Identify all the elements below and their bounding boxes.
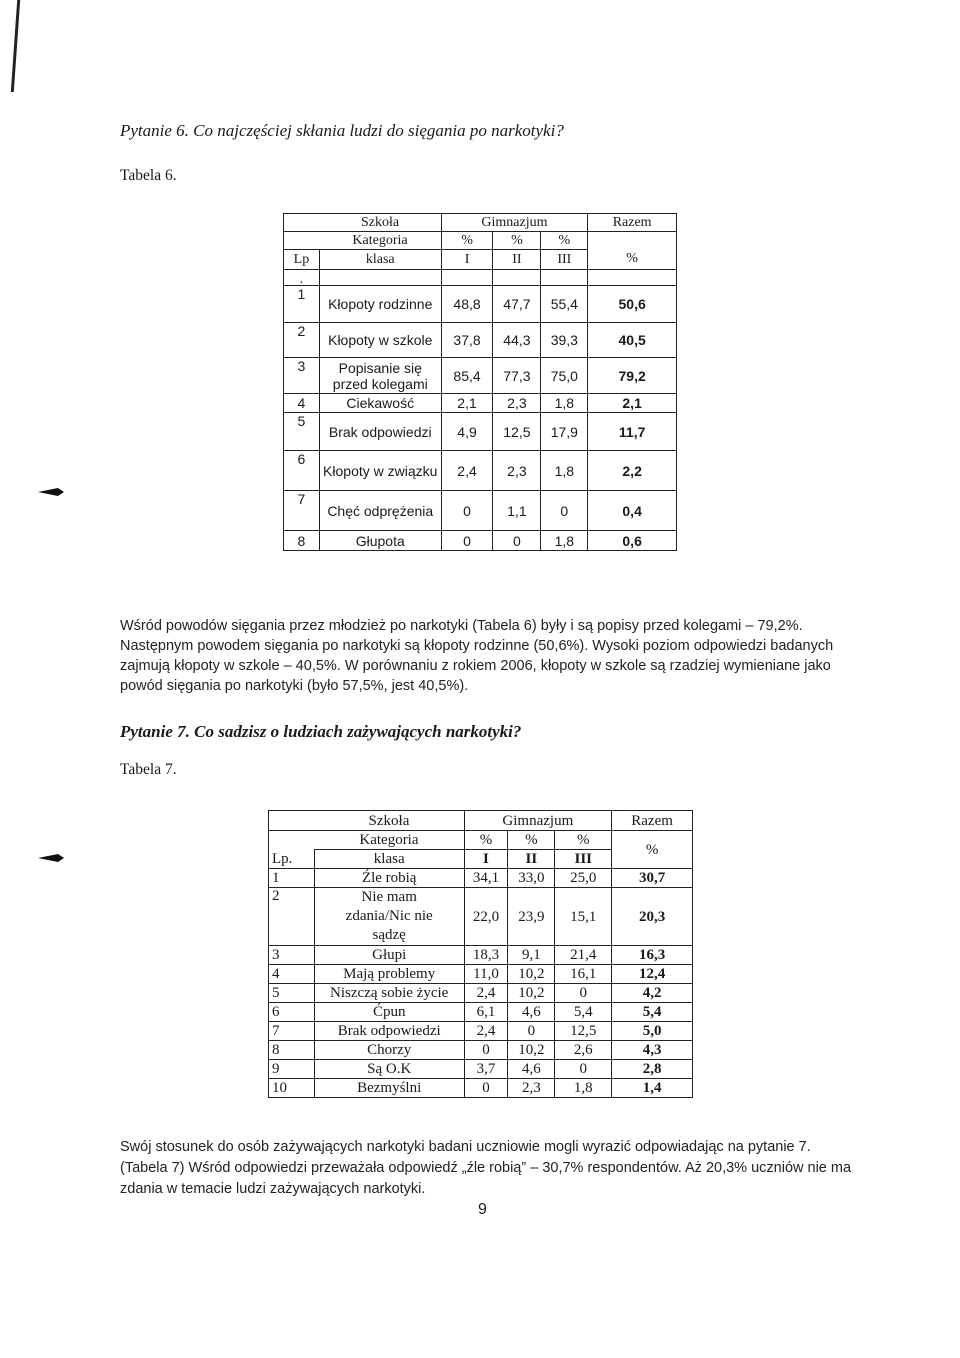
cell-lp: 1 xyxy=(269,869,315,888)
cell-class-3: 5,4 xyxy=(555,1003,612,1022)
cell-class-2: 10,2 xyxy=(508,1041,555,1060)
cell-total: 4,2 xyxy=(612,984,693,1003)
cell-class-3: 1,8 xyxy=(541,394,588,413)
header-pct: % xyxy=(541,232,588,250)
cell-class-1: 6,1 xyxy=(464,1003,508,1022)
table-row xyxy=(284,358,677,394)
cell-total: 0,6 xyxy=(588,531,677,551)
header-class-2: II xyxy=(508,850,555,869)
cell-class-1: 2,4 xyxy=(441,451,493,491)
table-row xyxy=(269,888,693,946)
paragraph-2: Swój stosunek do osób zażywających narkotyki badani uczniowie mogli wyrazić odpowiadając na pytanie 7. (Tabela 7) Wśród odpowiedzi przeważała odpowiedź „źle robią” – 30,7% respondentów. Aż 20,3% uczniów nie ma zdania w temacie ludzi zażywających narkotyki. xyxy=(120,1139,852,1197)
header-razem: Razem xyxy=(588,214,677,232)
cell-class-3: 0 xyxy=(541,491,588,531)
cell-lp: 7 xyxy=(284,491,320,531)
cell-lp: 3 xyxy=(284,358,320,394)
cell-category: Ćpun xyxy=(314,1003,464,1022)
header-pct: % xyxy=(441,232,493,250)
cell-category: Mają problemy xyxy=(314,965,464,984)
cell-lp: 4 xyxy=(269,965,315,984)
cell-lp: 8 xyxy=(269,1041,315,1060)
cell-class-3: 1,8 xyxy=(555,1079,612,1098)
cell-class-2: 1,1 xyxy=(493,491,541,531)
table-7 xyxy=(268,810,693,1098)
cell-class-1: 22,0 xyxy=(464,888,508,946)
table-row xyxy=(269,1022,693,1041)
cell-class-3: 0 xyxy=(555,1060,612,1079)
arrow-mark-icon xyxy=(36,486,66,498)
table-row xyxy=(269,1041,693,1060)
cell-category: Niszczą sobie życie xyxy=(314,984,464,1003)
cell-class-1: 37,8 xyxy=(441,323,493,358)
cell-category: Kłopoty w szkole xyxy=(319,323,441,358)
header-szkola: Szkoła xyxy=(314,811,464,831)
cell-class-3: 25,0 xyxy=(555,869,612,888)
cell-lp: 5 xyxy=(269,984,315,1003)
cell-class-2: 2,3 xyxy=(493,451,541,491)
question-7-heading: Pytanie 7. Co sadzisz o ludziach zażywających narkotyki? xyxy=(120,722,522,741)
cell-class-3: 15,1 xyxy=(555,888,612,946)
cell-class-2: 2,3 xyxy=(493,394,541,413)
cell-lp: 1 xyxy=(284,286,320,323)
header-pct: % xyxy=(555,831,612,850)
cell-total: 0,4 xyxy=(588,491,677,531)
cell-total: 16,3 xyxy=(612,946,693,965)
header-pct: % xyxy=(612,831,693,869)
cell-lp: 8 xyxy=(284,531,320,551)
cell-total: 40,5 xyxy=(588,323,677,358)
cell-class-2: 4,6 xyxy=(508,1003,555,1022)
table-row xyxy=(269,946,693,965)
table-row xyxy=(269,965,693,984)
cell-class-1: 34,1 xyxy=(464,869,508,888)
cell-category: Brak odpowiedzi xyxy=(319,413,441,451)
cell-class-2: 4,6 xyxy=(508,1060,555,1079)
cell-total: 5,0 xyxy=(612,1022,693,1041)
header-lp: Lp. xyxy=(269,850,315,869)
header-razem: Razem xyxy=(612,811,693,831)
cell-class-1: 4,9 xyxy=(441,413,493,451)
table-row xyxy=(284,286,677,323)
cell-lp: 10 xyxy=(269,1079,315,1098)
cell-category: Chorzy xyxy=(314,1041,464,1060)
cell-class-1: 3,7 xyxy=(464,1060,508,1079)
cell-class-3: 21,4 xyxy=(555,946,612,965)
cell-class-1: 11,0 xyxy=(464,965,508,984)
header-pct: % xyxy=(508,831,555,850)
cell-class-3: 39,3 xyxy=(541,323,588,358)
cell-category: Chęć odprężenia xyxy=(319,491,441,531)
cell-category: Popisanie się przed kolegami xyxy=(319,358,441,394)
cell-category: Brak odpowiedzi xyxy=(314,1022,464,1041)
cell-total: 1,4 xyxy=(612,1079,693,1098)
table-row xyxy=(269,869,693,888)
cell-category: Nie mam zdania/Nic nie sądzę xyxy=(314,888,464,946)
table-6-caption: Tabela 6. xyxy=(120,167,177,184)
cell-total: 20,3 xyxy=(612,888,693,946)
table-row xyxy=(284,531,677,551)
table-row xyxy=(269,1003,693,1022)
cell-class-1: 2,4 xyxy=(464,1022,508,1041)
cell-class-2: 12,5 xyxy=(493,413,541,451)
header-lp: Lp xyxy=(284,250,320,270)
cell-class-3: 16,1 xyxy=(555,965,612,984)
cell-class-2: 10,2 xyxy=(508,984,555,1003)
cell-total: 79,2 xyxy=(588,358,677,394)
cell-class-2: 77,3 xyxy=(493,358,541,394)
cell-class-2: 47,7 xyxy=(493,286,541,323)
cell-total: 30,7 xyxy=(612,869,693,888)
cell-lp: 2 xyxy=(284,323,320,358)
cell-class-2: 0 xyxy=(493,531,541,551)
cell-lp: 7 xyxy=(269,1022,315,1041)
cell-total: 11,7 xyxy=(588,413,677,451)
cell-category: Bezmyślni xyxy=(314,1079,464,1098)
scan-edge-line xyxy=(11,0,20,92)
table-row xyxy=(284,413,677,451)
header-class-1: I xyxy=(464,850,508,869)
cell-lp: 9 xyxy=(269,1060,315,1079)
header-gimnazjum: Gimnazjum xyxy=(441,214,588,232)
cell-class-2: 33,0 xyxy=(508,869,555,888)
cell-class-3: 12,5 xyxy=(555,1022,612,1041)
header-kategoria: Kategoria xyxy=(314,831,464,850)
header-class-3: III xyxy=(555,850,612,869)
cell-class-1: 48,8 xyxy=(441,286,493,323)
table-row xyxy=(269,1079,693,1098)
cell-class-3: 2,6 xyxy=(555,1041,612,1060)
cell-class-1: 0 xyxy=(441,491,493,531)
cell-class-2: 44,3 xyxy=(493,323,541,358)
cell-lp: 6 xyxy=(284,451,320,491)
cell-total: 2,1 xyxy=(588,394,677,413)
cell-class-1: 0 xyxy=(464,1079,508,1098)
cell-lp: 6 xyxy=(269,1003,315,1022)
cell-total: 4,3 xyxy=(612,1041,693,1060)
header-pct: % xyxy=(588,250,677,270)
cell-category: Kłopoty w związku xyxy=(319,451,441,491)
cell-total: 50,6 xyxy=(588,286,677,323)
cell-class-2: 10,2 xyxy=(508,965,555,984)
question-6-heading: Pytanie 6. Co najczęściej skłania ludzi do sięgania po narkotyki? xyxy=(120,121,564,140)
cell-lp: 4 xyxy=(284,394,320,413)
cell-class-2: 2,3 xyxy=(508,1079,555,1098)
table-row xyxy=(284,491,677,531)
page-number: 9 xyxy=(478,1201,487,1218)
cell-class-3: 17,9 xyxy=(541,413,588,451)
cell-class-3: 55,4 xyxy=(541,286,588,323)
cell-class-1: 18,3 xyxy=(464,946,508,965)
cell-category: Głupi xyxy=(314,946,464,965)
header-pct: % xyxy=(493,232,541,250)
cell-class-1: 2,1 xyxy=(441,394,493,413)
header-klasa: klasa xyxy=(319,250,441,270)
cell-class-3: 75,0 xyxy=(541,358,588,394)
table-6 xyxy=(283,213,677,551)
cell-lp: 2 xyxy=(269,888,315,946)
paragraph-1: Wśród powodów sięgania przez młodzież po narkotyki (Tabela 6) były i są popisy przed kolegami – 79,2%. Następnym powodem sięgania po narkotyki są kłopoty rodzinne (50,6%). Wysoki poziom odpowiedzi badanych zajmują kłopoty w szkole – 40,5%. W porównaniu z rokiem 2006, kłopoty w szkole są rzadziej wymieniane jako powód sięgania po narkotyki (było 57,5%, jest 40,5%). xyxy=(120,618,834,694)
header-class-1: I xyxy=(441,250,493,270)
header-szkola: Szkoła xyxy=(319,214,441,232)
cell-class-1: 0 xyxy=(441,531,493,551)
table-row xyxy=(284,394,677,413)
header-pct: % xyxy=(464,831,508,850)
table-row xyxy=(269,984,693,1003)
header-gimnazjum: Gimnazjum xyxy=(464,811,612,831)
cell-class-2: 23,9 xyxy=(508,888,555,946)
table-row xyxy=(269,1060,693,1079)
table-7-caption: Tabela 7. xyxy=(120,761,177,778)
cell-class-3: 1,8 xyxy=(541,531,588,551)
cell-lp: 5 xyxy=(284,413,320,451)
cell-class-3: 0 xyxy=(555,984,612,1003)
cell-class-3: 1,8 xyxy=(541,451,588,491)
arrow-mark-icon xyxy=(36,852,66,864)
header-kategoria: Kategoria xyxy=(319,232,441,250)
cell-class-1: 2,4 xyxy=(464,984,508,1003)
cell-category: Głupota xyxy=(319,531,441,551)
cell-total: 2,2 xyxy=(588,451,677,491)
cell-total: 12,4 xyxy=(612,965,693,984)
cell-total: 2,8 xyxy=(612,1060,693,1079)
cell-total: 5,4 xyxy=(612,1003,693,1022)
cell-category: Kłopoty rodzinne xyxy=(319,286,441,323)
cell-lp: 3 xyxy=(269,946,315,965)
cell-category: Są O.K xyxy=(314,1060,464,1079)
table-row xyxy=(284,451,677,491)
header-klasa: klasa xyxy=(314,850,464,869)
cell-category: Źle robią xyxy=(314,869,464,888)
cell-category: Ciekawość xyxy=(319,394,441,413)
cell-class-2: 0 xyxy=(508,1022,555,1041)
header-class-2: II xyxy=(493,250,541,270)
header-class-3: III xyxy=(541,250,588,270)
cell-class-1: 0 xyxy=(464,1041,508,1060)
header-dot: . xyxy=(284,270,320,286)
cell-class-2: 9,1 xyxy=(508,946,555,965)
cell-class-1: 85,4 xyxy=(441,358,493,394)
table-row xyxy=(284,323,677,358)
